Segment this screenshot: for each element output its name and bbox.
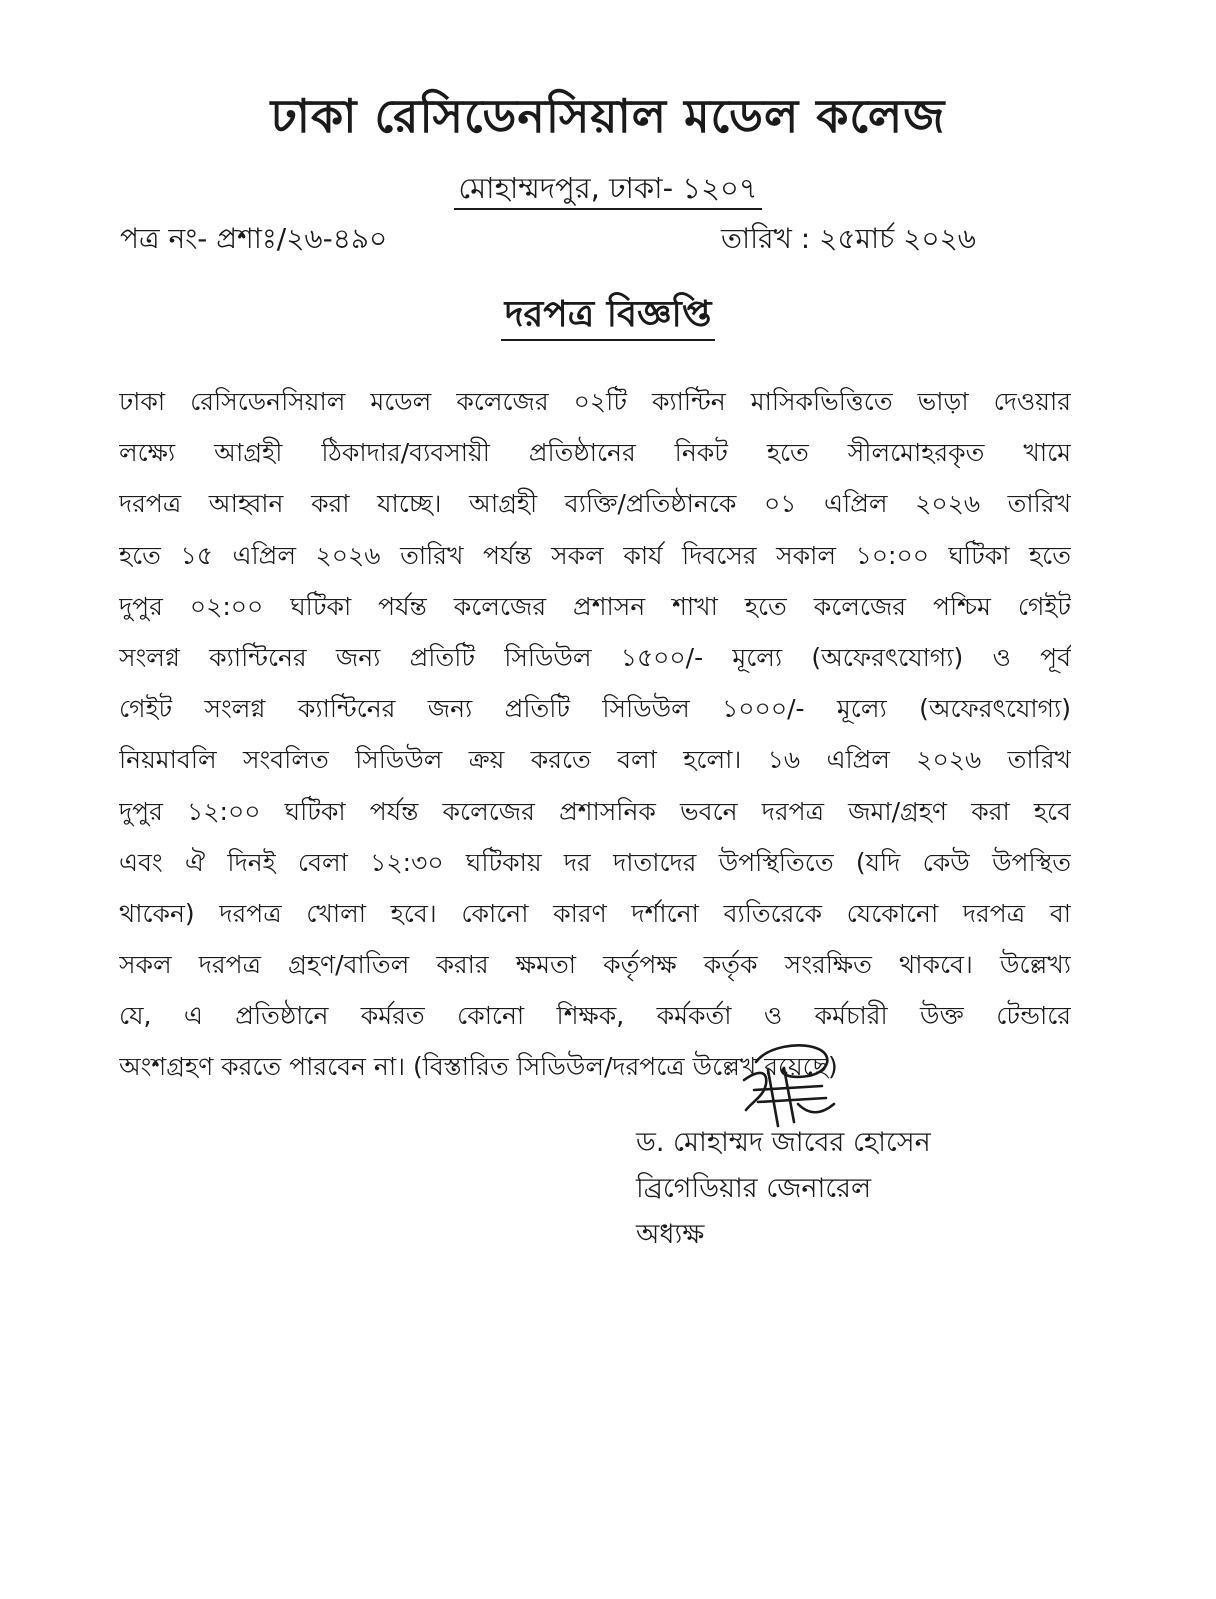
notice-body-line: ঢাকা রেসিডেনসিয়াল মডেল কলেজের ০২টি ক্যান্টিন মাসিকভিত্তিতে ভাড়া দেওয়ার — [119, 387, 1071, 416]
signatory-name: ড. মোহাম্মদ জাবের হোসেন — [636, 1127, 931, 1158]
college-name: ঢাকা রেসিডেনসিয়াল মডেল কলেজ — [270, 89, 946, 143]
signatory-block — [636, 1120, 931, 1258]
notice-body — [119, 376, 1071, 1093]
notice-body-line: এবং ঐ দিনই বেলা ১২:৩০ ঘটিকায় দর দাতাদের উপস্থিতিতে (যদি কেউ উপস্থিত — [119, 847, 1071, 877]
memo-date: তারিখ : ২৫মার্চ ২০২৬ — [720, 222, 976, 255]
notice-body-line: গেইট সংলগ্ন ক্যান্টিনের জন্য প্রতিটি সিডিউল ১০০০/- মূল্যে (অফেরৎযোগ্য) — [119, 694, 1071, 724]
notice-body-line: অংশগ্রহণ করতে পারবেন না। (বিস্তারিত সিডিউল/দরপত্রে উল্লেখ রয়েছে) — [119, 1052, 838, 1082]
signatory-rank: ব্রিগেডিয়ার জেনারেল — [636, 1173, 872, 1204]
notice-body-line: দুপুর ০২:০০ ঘটিকা পর্যন্ত কলেজের প্রশাসন শাখা হতে কলেজের পশ্চিম গেইট — [119, 591, 1071, 621]
memo-number: পত্র নং- প্রশাঃ/২৬-৪৯০ — [120, 222, 388, 255]
notice-body-line: সকল দরপত্র গ্রহণ/বাতিল করার ক্ষমতা কর্তৃপক্ষ কর্তৃক সংরক্ষিত থাকবে। উল্লেখ্য — [119, 950, 1071, 980]
college-address-text: মোহাম্মদপুর, ঢাকা- ১২০৭ — [454, 171, 761, 210]
notice-body-line: নিয়মাবলি সংবলিত সিডিউল ক্রয় করতে বলা হলো। ১৬ এপ্রিল ২০২৬ তারিখ — [119, 745, 1071, 775]
notice-body-line: থাকেন) দরপত্র খোলা হবে। কোনো কারণ দর্শানো ব্যতিরেকে যেকোনো দরপত্র বা — [119, 898, 1071, 928]
notice-body-line: দরপত্র আহ্বান করা যাচ্ছে। আগ্রহী ব্যক্তি/প্রতিষ্ঠানকে ০১ এপ্রিল ২০২৬ তারিখ — [119, 489, 1071, 519]
notice-title-text: দরপত্র বিজ্ঞপ্তি — [501, 294, 716, 341]
notice-body-line: যে, এ প্রতিষ্ঠানে কর্মরত কোনো শিক্ষক, কর্মকর্তা ও কর্মচারী উক্ত টেন্ডারে — [119, 1001, 1071, 1031]
notice-body-line: সংলগ্ন ক্যান্টিনের জন্য প্রতিটি সিডিউল ১৫০০/- মূল্যে (অফেরৎযোগ্য) ও পূর্ব — [119, 642, 1071, 672]
signatory-designation: অধ্যক্ষ — [636, 1219, 705, 1250]
notice-body-line: হতে ১৫ এপ্রিল ২০২৬ তারিখ পর্যন্ত সকল কার্য দিবসের সকাল ১০:০০ ঘটিকা হতে — [119, 540, 1071, 570]
college-address — [0, 166, 1216, 215]
notice-body-line: লক্ষ্যে আগ্রহী ঠিকাদার/ব্যবসায়ী প্রতিষ্ঠানের নিকট হতে সীলমোহরকৃত খামে — [119, 438, 1071, 468]
signature-icon — [738, 1040, 848, 1130]
notice-body-line: দুপুর ১২:০০ ঘটিকা পর্যন্ত কলেজের প্রশাসনিক ভবনে দরপত্র জমা/গ্রহণ করা হবে — [119, 796, 1071, 826]
notice-title — [0, 287, 1216, 347]
